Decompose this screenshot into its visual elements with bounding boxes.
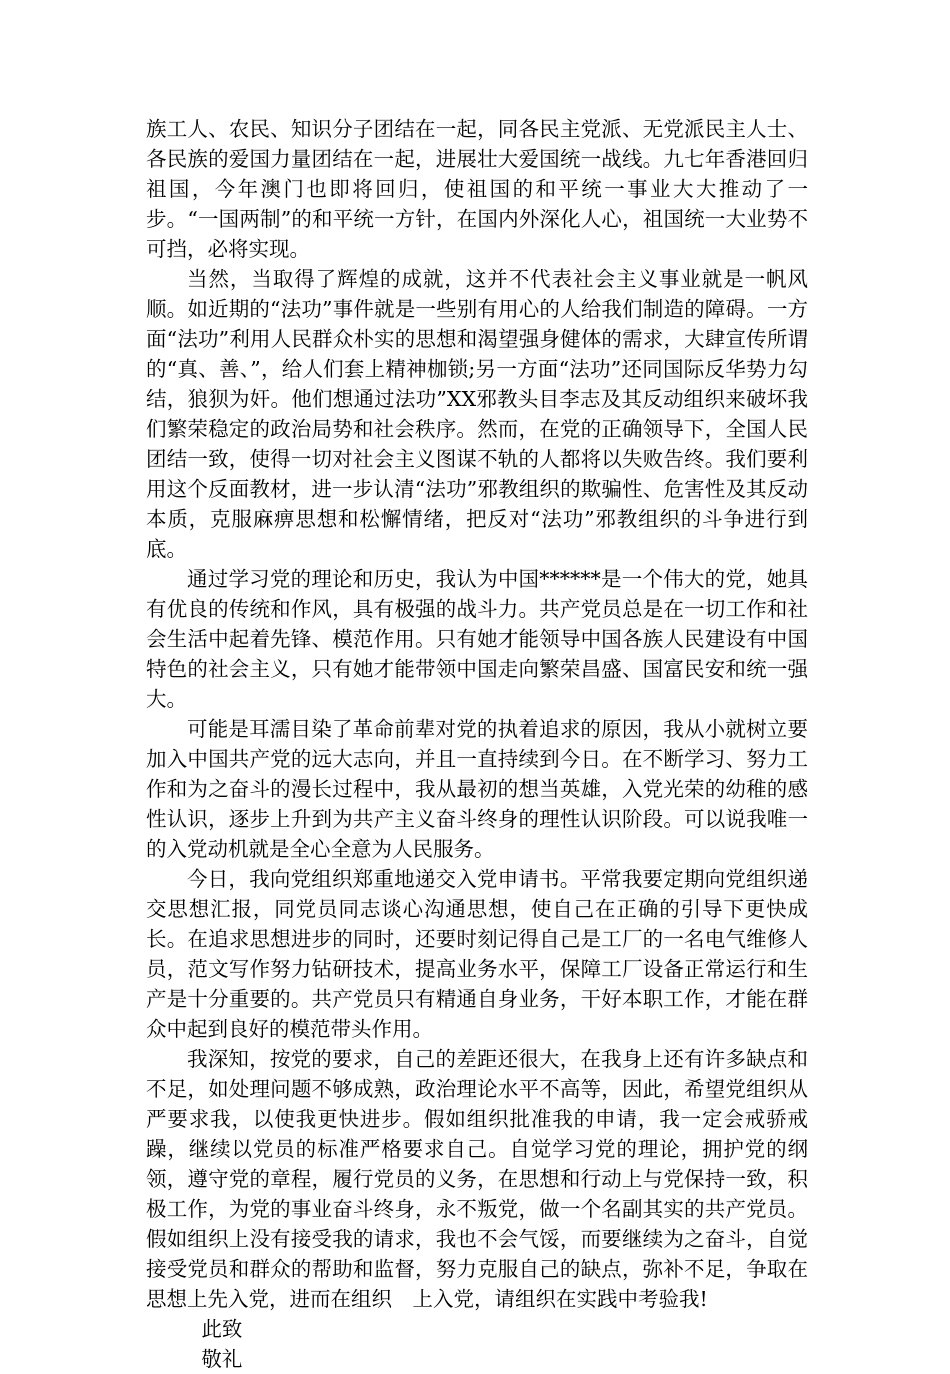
paragraph-5: 今日，我向党组织郑重地递交入党申请书。平常我要定期向党组织递交思想汇报，同党员同志谈心沟通思想，使自己在正确的引导下更快成长。在追求思想进步的同时，还要时刻记得自己是工厂的一名电气维修人员，范文写作努力钻研技术，提高业务水平，保障工厂设备正常运行和生产是十分重要的。共产党员只有精通自身业务，干好本职工作，才能在群众中起到良好的模范带头作用。 <box>146 867 808 1041</box>
paragraph-1: 族工人、农民、知识分子团结在一起，同各民主党派、无党派民主人士、各民族的爱国力量团结在一起，进展壮大爱国统一战线。九七年香港回归祖国，今年澳门也即将回归，使祖国的和平统一事业大大推动了一步。“一国两制”的和平统一方针，在国内外深化人心，祖国统一大业势不可挡，必将实现。 <box>146 117 808 261</box>
closing-salutation: 此致 <box>201 1317 243 1341</box>
document-page <box>146 114 808 1374</box>
paragraph-4: 可能是耳濡目染了革命前辈对党的执着追求的原因，我从小就树立要加入中国共产党的远大志向，并且一直持续到今日。在不断学习、努力工作和为之奋斗的漫长过程中，我从最初的想当英雄，入党光荣的幼稚的感性认识，逐步上升到为共产主义奋斗终身的理性认识阶段。可以说我唯一的入党动机就是全心全意为人民服务。 <box>146 717 808 861</box>
paragraph-2: 当然，当取得了辉煌的成就，这并不代表社会主义事业就是一帆风顺。如近期的“法功”事件就是一些别有用心的人给我们制造的障碍。一方面“法功”利用人民群众朴实的思想和渴望强身健体的需求，大肆宣传所谓的“真、善、”，给人们套上精神枷锁;另一方面“法功”还同国际反华势力勾结，狼狈为奸。他们想通过法功”XX邪教头目李志及其反动组织来破坏我们繁荣稳定的政治局势和社会秩序。然而，在党的正确领导下，全国人民团结一致，使得一切对社会主义图谋不轨的人都将以失败告终。我们要利用这个反面教材，进一步认清“法功”邪教组织的欺骗性、危害性及其反动本质，克服麻痹思想和松懈情绪，把反对“法功”邪教组织的斗争进行到底。 <box>146 267 808 561</box>
paragraph-6: 我深知，按党的要求，自己的差距还很大，在我身上还有许多缺点和不足，如处理问题不够成熟，政治理论水平不高等，因此，希望党组织从严要求我，以使我更快进步。假如组织批准我的申请，我一定会戒骄戒躁，继续以党员的标准严格要求自己。自觉学习党的理论，拥护党的纲领，遵守党的章程，履行党员的义务，在思想和行动上与党保持一致，积极工作，为党的事业奋斗终身，永不叛党，做一个名副其实的共产党员。假如组织上没有接受我的请求，我也不会气馁，而要继续为之奋斗，自觉接受党员和群众的帮助和监督，努力克服自己的缺点，弥补不足，争取在思想上先入党，进而在组织 上入党，请组织在实践中考验我! <box>146 1047 808 1311</box>
paragraph-3: 通过学习党的理论和历史，我认为中国******是一个伟大的党，她具有优良的传统和作风，具有极强的战斗力。共产党员总是在一切工作和社会生活中起着先锋、模范作用。只有她才能领导中国各族人民建设有中国特色的社会主义，只有她才能带领中国走向繁荣昌盛、国富民安和统一强大。 <box>146 567 808 711</box>
closing-regards: 敬礼 <box>201 1347 243 1371</box>
